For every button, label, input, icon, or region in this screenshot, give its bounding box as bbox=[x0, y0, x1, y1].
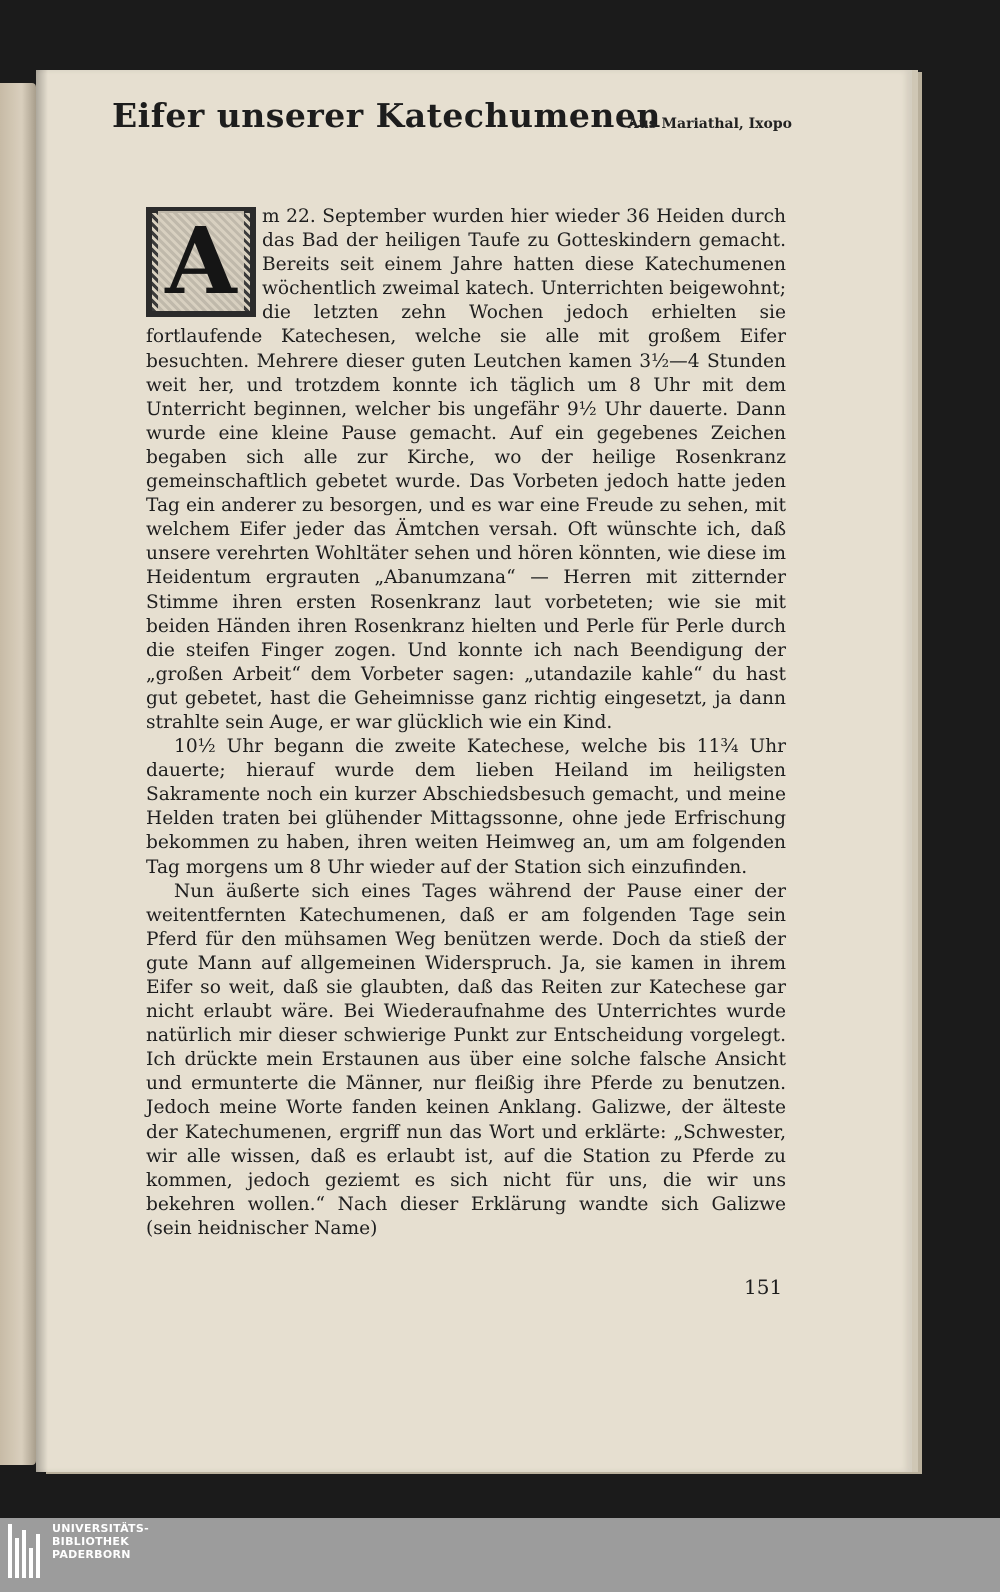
article-title: Eifer unserer Katechumenen bbox=[112, 96, 661, 135]
library-name-line-2: BIBLIOTHEK bbox=[52, 1535, 130, 1548]
initial-letter: A bbox=[158, 211, 244, 311]
library-name bbox=[52, 1522, 149, 1561]
page-number: 151 bbox=[744, 1275, 783, 1299]
page-gutter-shadow bbox=[36, 70, 48, 1472]
paragraph-2: 10½ Uhr begann die zweite Katechese, welche bis 11¾ Uhr dauerte; hierauf wurde dem lieben Heiland im heiligsten Sakramente noch ein kurzer Abschiedsbesuch gemacht, und meine Helden traten bei glühender Mittagssonne, ohne jede Erfrischung bekommen zu haben, ihren weiten Heimweg an, um am folgenden Tag morgens um 8 Uhr wieder auf der Station sich einzufinden. bbox=[146, 736, 786, 878]
article-body bbox=[146, 205, 786, 1241]
library-name-line-3: PADERBORN bbox=[52, 1548, 131, 1561]
digitization-footer bbox=[0, 1518, 1000, 1592]
article-header bbox=[112, 96, 792, 136]
library-name-line-1: UNIVERSITÄTS- bbox=[52, 1522, 149, 1535]
facing-page-edge bbox=[0, 83, 36, 1465]
article-source: Aus Mariathal, Ixopo bbox=[627, 116, 792, 132]
library-logo-icon bbox=[8, 1524, 46, 1578]
initial-spacer bbox=[146, 205, 262, 323]
paragraph-3: Nun äußerte sich eines Tages während der Pause einer der weitentfernten Katechumenen, daß er am folgenden Tage sein Pferd für den mühsamen Weg benützen werde. Doch da stieß der gute Mann auf allgemeinen Widerspruch. Ja, sie kamen in ihrem Eifer so weit, daß sie glaubten, daß das Reiten zur Katechese gar nicht erlaubt wäre. Bei Wiederaufnahme des Unterrichtes wurde natürlich mir dieser schwierige Punkt zur Entscheidung vorgelegt. Ich drückte mein Erstaunen aus über eine solche falsche Ansicht und ermunterte die Männer, nur fleißig ihre Pferde zu benutzen. Jedoch meine Worte fanden keinen Anklang. Galizwe, der älteste der Katechumenen, ergriff nun das Wort und erklärte: „Schwester, wir alle wissen, daß es erlaubt ist, auf die Station zu Pferde zu kommen, jedoch geziemt es sich nicht für uns, die wir uns bekehren wollen.“ Nach dieser Erklärung wandte sich Galizwe (sein heidnischer Name) bbox=[146, 880, 786, 1239]
paragraph-1: m 22. September wurden hier wieder 36 Heiden durch das Bad der heiligen Taufe zu Gotteskindern gemacht. Bereits seit einem Jahre hatten diese Katechumenen wöchentlich zweimal katech. Unterrichten beigewohnt; die letzten zehn Wochen jedoch erhielten sie fortlaufende Katechesen, welche sie alle mit großem Eifer besuchten. Mehrere dieser guten Leutchen kamen 3½—4 Stunden weit her, und trotzdem konnte ich täglich um 8 Uhr mit dem Unterricht beginnen, welcher bis ungefähr 9½ Uhr dauerte. Dann wurde eine kleine Pause gemacht. Auf ein gegebenes Zeichen begaben sich alle zur Kirche, wo der heilige Rosenkranz gemeinschaftlich gebetet wurde. Das Vorbeten jedoch hatte jeden Tag ein anderer zu besorgen, und es war eine Freude zu sehen, mit welchem Eifer jeder das Ämtchen versah. Oft wünschte ich, daß unsere verehrten Wohltäter sehen und hören könnten, wie diese im Heidentum ergrauten „Abanumzana“ — Herren mit zitternder Stimme ihren ersten Rosenkranz laut vorbeteten; wie sie mit beiden Händen ihren Rosenkranz hielten und Perle für Perle durch die steifen Finger zogen. Und konnte ich nach Beendigung der „großen Arbeit“ dem Vorbeter sagen: „utandazile kahle“ du hast gut gebetet, hast die Geheimnisse ganz richtig eingesetzt, ja dann strahlte sein Auge, er war glücklich wie ein Kind. bbox=[146, 206, 786, 733]
